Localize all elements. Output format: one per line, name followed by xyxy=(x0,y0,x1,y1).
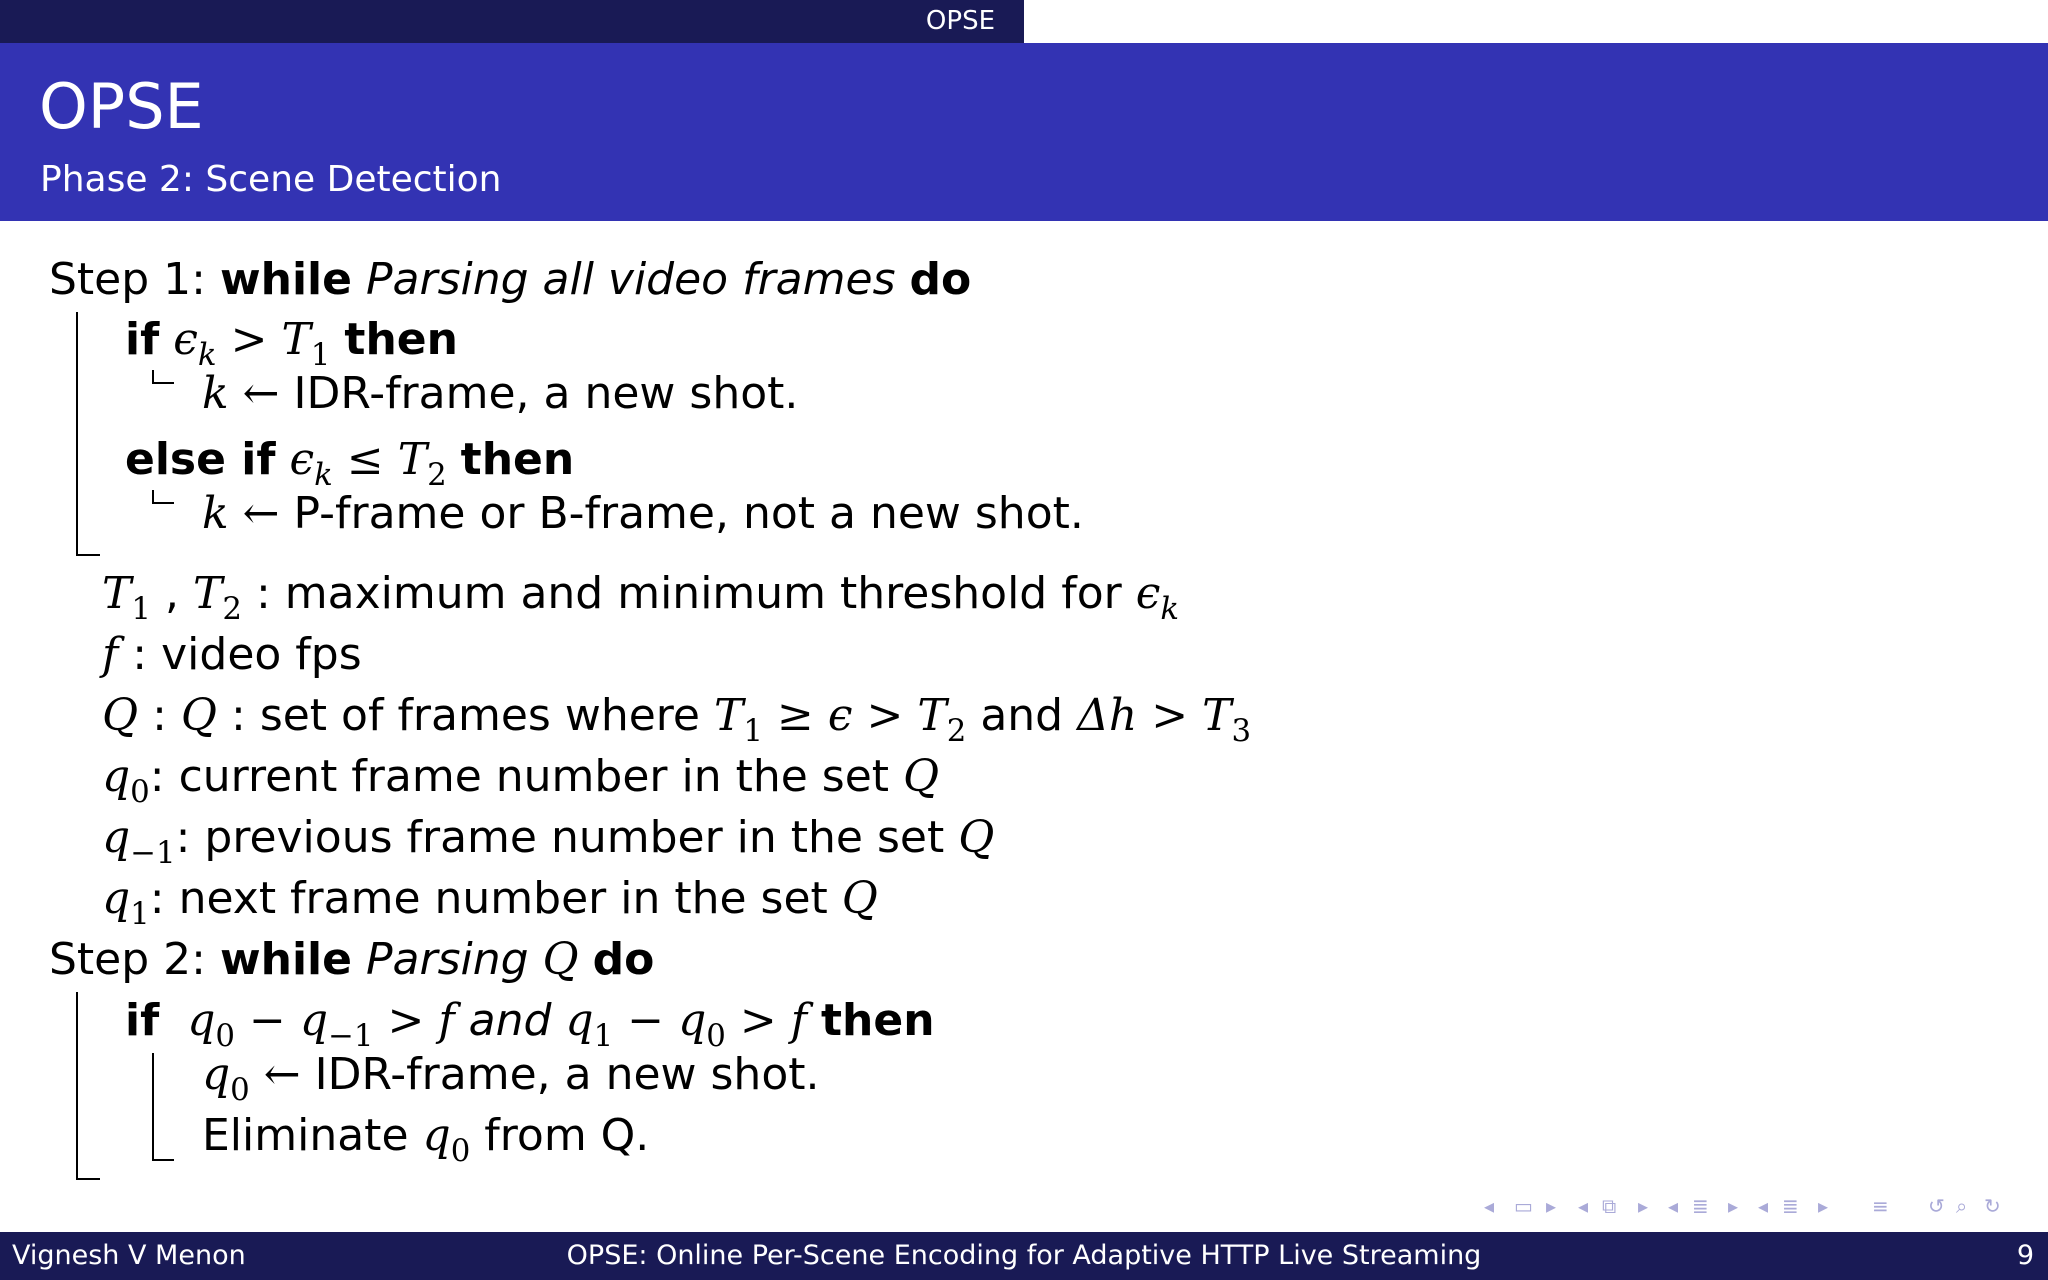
colon: : xyxy=(152,690,167,741)
elseif-line xyxy=(125,434,575,493)
section-icon[interactable]: ≣ xyxy=(1692,1194,1709,1218)
align-icon[interactable]: ≡ xyxy=(1872,1194,1889,1218)
relation: > xyxy=(866,690,904,741)
relation: ≥ xyxy=(776,690,814,741)
assign2-text: P-frame or B-frame, not a new shot. xyxy=(293,488,1084,539)
frame-subtitle: Phase 2: Scene Detection xyxy=(40,159,502,200)
def-q1 xyxy=(102,873,878,932)
var-k: k xyxy=(202,488,229,539)
keyword-if: if xyxy=(125,995,160,1046)
set-q: Q xyxy=(903,751,940,802)
search-icon[interactable]: ⌕ xyxy=(1956,1194,1968,1218)
section-nav xyxy=(0,0,1024,43)
epsilon: ϵ xyxy=(173,314,198,365)
subsection-nav xyxy=(1024,0,2048,43)
header-bar xyxy=(0,0,2048,43)
frame-title: OPSE xyxy=(39,70,204,143)
def-text: set of frames where xyxy=(259,690,700,741)
var-q: Q xyxy=(102,690,139,741)
q-sub: 0 xyxy=(450,1132,471,1169)
comma: , xyxy=(164,568,179,619)
t1: T xyxy=(713,690,744,741)
keyword-then: then xyxy=(460,434,575,485)
keyword-if: if xyxy=(125,314,160,365)
step1-scope-rule xyxy=(76,312,78,556)
if2-scope-end xyxy=(152,1159,174,1161)
var-q: q xyxy=(678,995,707,1046)
subsection-icon[interactable]: ⧉ xyxy=(1602,1194,1617,1218)
page-number: 9 xyxy=(2016,1240,2034,1271)
set-q: Q xyxy=(542,934,579,985)
assign4-line xyxy=(202,1110,650,1169)
minus: − xyxy=(249,995,286,1046)
t1-sub: 1 xyxy=(743,712,763,749)
step2-line xyxy=(49,934,655,985)
section-icon[interactable]: ≣ xyxy=(1782,1194,1799,1218)
threshold-sub: 2 xyxy=(427,456,447,493)
beamer-nav-controls xyxy=(1484,1194,2024,1224)
assign3-text: IDR-frame, a new shot. xyxy=(314,1049,820,1100)
t2-sub: 2 xyxy=(946,712,967,749)
def-text: : current frame number in the set xyxy=(149,751,890,802)
relation: > xyxy=(387,995,425,1046)
section-link[interactable]: OPSE xyxy=(925,6,995,36)
t3-sub: 3 xyxy=(1231,712,1252,749)
nav-right-arrow-icon[interactable]: ▸ xyxy=(1638,1194,1649,1218)
var-q: q xyxy=(187,995,216,1046)
assign2-line xyxy=(202,488,1084,539)
def-thresholds xyxy=(102,568,1180,627)
var-q: q xyxy=(422,1110,451,1161)
t2-sub: 2 xyxy=(222,590,242,627)
step1-label: Step 1: xyxy=(49,254,206,305)
var-q: q xyxy=(102,873,131,924)
if1-line xyxy=(125,314,458,373)
nav-right-arrow-icon[interactable]: ▸ xyxy=(1546,1194,1557,1218)
q-sub: −1 xyxy=(130,834,176,871)
relation: > xyxy=(1151,690,1189,741)
epsilon-sub: k xyxy=(314,456,333,493)
epsilon: ϵ xyxy=(1135,568,1161,619)
def-q-minus1 xyxy=(102,812,995,871)
def-text: maximum and minimum threshold for xyxy=(284,568,1122,619)
colon: : xyxy=(230,690,246,741)
nav-right-arrow-icon[interactable]: ▸ xyxy=(1818,1194,1829,1218)
assign1-line xyxy=(202,368,799,419)
footer-author: Vignesh V Menon xyxy=(12,1240,246,1271)
epsilon-sub: k xyxy=(1160,590,1180,627)
if1-scope-end xyxy=(152,382,174,384)
q-sub: 0 xyxy=(230,1071,250,1108)
and-word: and xyxy=(980,690,1064,741)
nav-right-arrow-icon[interactable]: ▸ xyxy=(1728,1194,1739,1218)
relation: > xyxy=(230,314,268,365)
frame-icon[interactable]: ▭ xyxy=(1514,1194,1533,1218)
t2: T xyxy=(192,568,223,619)
def-text: : previous frame number in the set xyxy=(175,812,945,863)
set-q: Q xyxy=(958,812,995,863)
minus: − xyxy=(627,995,665,1046)
assign1-text: IDR-frame, a new shot. xyxy=(293,368,799,419)
var-q: q xyxy=(565,995,594,1046)
delta-h: Δh xyxy=(1077,690,1138,741)
epsilon: ϵ xyxy=(289,434,315,485)
assign-arrow: ← xyxy=(242,488,280,539)
epsilon: ϵ xyxy=(827,690,853,741)
threshold: T xyxy=(397,434,428,485)
threshold-sub: 1 xyxy=(310,336,331,373)
if2-scope-rule xyxy=(152,1053,154,1161)
keyword-while: while xyxy=(220,934,352,985)
def-text: : next frame number in the set xyxy=(149,873,828,924)
step2-label: Step 2: xyxy=(49,934,206,985)
keyword-then: then xyxy=(821,995,935,1046)
frame-title-bar xyxy=(0,43,2048,221)
nav-left-arrow-icon[interactable]: ◂ xyxy=(1484,1194,1495,1218)
def-set-q xyxy=(102,690,1252,749)
nav-left-arrow-icon[interactable]: ◂ xyxy=(1758,1194,1769,1218)
t1-sub: 1 xyxy=(131,590,151,627)
q-sub: 0 xyxy=(706,1017,726,1054)
colon: : xyxy=(132,629,148,680)
footer-bar xyxy=(0,1232,2048,1280)
t2: T xyxy=(917,690,947,741)
var-q: q xyxy=(102,751,131,802)
assign3-line xyxy=(202,1049,820,1108)
var-q: Q xyxy=(180,690,217,741)
relation: ≤ xyxy=(346,434,384,485)
keyword-while: while xyxy=(220,254,352,305)
var-f: f xyxy=(790,995,808,1046)
if2-line xyxy=(125,995,935,1054)
t3: T xyxy=(1202,690,1232,741)
assign-arrow: ← xyxy=(263,1049,301,1100)
undo-icon[interactable]: ↻ xyxy=(1984,1194,2001,1218)
epsilon-sub: k xyxy=(197,336,217,373)
keyword-then: then xyxy=(344,314,458,365)
step2-condition: Parsing xyxy=(365,934,529,985)
var-f: f xyxy=(102,629,119,680)
keyword-do: do xyxy=(592,934,655,985)
q-sub: 0 xyxy=(130,773,150,810)
keyword-else-if: else if xyxy=(125,434,276,485)
assign4-pre: Eliminate xyxy=(202,1110,409,1161)
step1-condition: Parsing all video frames xyxy=(365,254,896,305)
q-sub: 1 xyxy=(130,895,150,932)
elseif-scope-end xyxy=(152,502,174,504)
undo-icon[interactable]: ↺ xyxy=(1928,1194,1945,1218)
q-sub: −1 xyxy=(328,1017,374,1054)
var-q: q xyxy=(299,995,329,1046)
assign4-text: from Q. xyxy=(484,1110,650,1161)
var-f: f xyxy=(438,995,455,1046)
step2-scope-end xyxy=(76,1178,100,1180)
var-q: q xyxy=(102,812,131,863)
t1: T xyxy=(102,568,132,619)
var-q: q xyxy=(202,1049,231,1100)
threshold: T xyxy=(281,314,311,365)
step1-line xyxy=(49,254,972,305)
q-sub: 0 xyxy=(215,1017,235,1054)
def-text: video fps xyxy=(161,629,362,680)
nav-left-arrow-icon[interactable]: ◂ xyxy=(1668,1194,1679,1218)
var-k: k xyxy=(202,368,229,419)
and-word: and xyxy=(468,995,552,1046)
step2-scope-rule xyxy=(76,992,78,1180)
def-fps xyxy=(102,629,362,680)
keyword-do: do xyxy=(909,254,972,305)
q-sub: 1 xyxy=(593,1017,614,1054)
step1-scope-end xyxy=(76,554,100,556)
relation: > xyxy=(739,995,777,1046)
def-q0 xyxy=(102,751,940,810)
nav-left-arrow-icon[interactable]: ◂ xyxy=(1578,1194,1589,1218)
assign-arrow: ← xyxy=(242,368,280,419)
colon: : xyxy=(255,568,271,619)
set-q: Q xyxy=(841,873,878,924)
footer-title: OPSE: Online Per-Scene Encoding for Adaptive HTTP Live Streaming xyxy=(566,1240,1482,1271)
